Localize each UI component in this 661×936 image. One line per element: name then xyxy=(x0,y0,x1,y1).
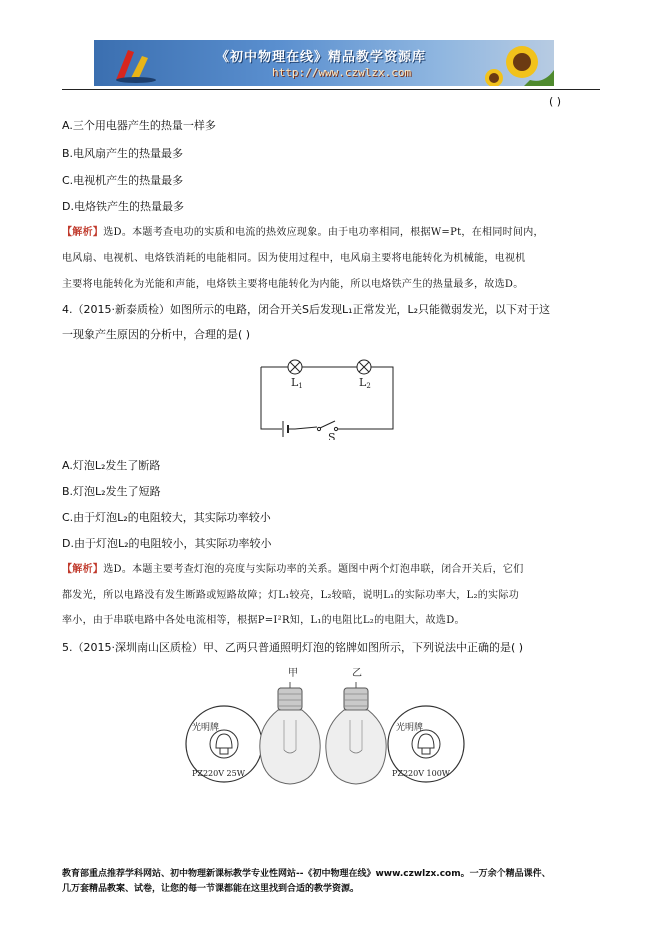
circuit-wire xyxy=(261,367,393,429)
option-c: C.电视机产生的热量最多 xyxy=(62,174,184,187)
circuit-diagram xyxy=(255,355,405,440)
question-stem: 一现象产生原因的分析中，合理的是( ) xyxy=(62,328,251,341)
analysis-tag: 【解析】 xyxy=(62,227,104,238)
lamp-l1-label: L1 xyxy=(291,376,303,390)
header-banner xyxy=(94,40,554,86)
lamp-l2-icon xyxy=(357,360,371,374)
analysis-line: 率小，由于串联电路中各处电流相等，根据P=I²R知，L₁的电阻比L₂的电阻大，故选D。 xyxy=(62,615,465,626)
analysis-line: 主要将电能转化为光能和声能，电烙铁主要将电能转化为内能，所以电烙铁产生的热量最多，故选D。 xyxy=(62,279,524,290)
option-a: A.三个用电器产生的热量一样多 xyxy=(62,119,216,132)
nameplate-rating: PZ220V 100W xyxy=(392,769,451,778)
analysis-line: 【解析】选D。本题考查电功的实质和电流的热效应现象。由于电功率相同，根据W=Pt，在相同时间内， xyxy=(62,227,544,238)
sunflower-icon xyxy=(484,40,554,86)
nameplate-brand: 光明牌 xyxy=(192,723,220,733)
switch-blade xyxy=(320,421,335,428)
analysis-line: 【解析】选D。本题主要考查灯泡的亮度与实际功率的关系。题图中两个灯泡串联，闭合开关后，它们 xyxy=(62,564,524,575)
answer-bracket: ( ) xyxy=(549,95,562,108)
bulb-jia-icon xyxy=(260,682,320,784)
analysis-tag: 【解析】 xyxy=(62,564,104,575)
nameplate-right xyxy=(388,706,464,782)
bulb-yi-label: 乙 xyxy=(352,668,362,679)
nameplate-brand: 光明牌 xyxy=(396,723,424,733)
footer-line: 教育部重点推荐学科网站、初中物理新课标教学专业性网站--《初中物理在线》www.czwlzx.com。一万余个精品课件、 xyxy=(62,869,551,879)
switch-label: S xyxy=(328,431,336,440)
option-c: C.由于灯泡L₂的电阻较大，其实际功率较小 xyxy=(62,511,271,524)
option-b: B.电风扇产生的热量最多 xyxy=(62,147,184,160)
option-d: D.由于灯泡L₂的电阻较小，其实际功率较小 xyxy=(62,537,272,550)
bulb-yi-icon xyxy=(326,682,386,784)
analysis-line: 电风扇、电视机、电烙铁消耗的电能相同。因为使用过程中，电风扇主要将电能转化为机械能，电视机 xyxy=(62,253,526,264)
analysis-line: 都发光，所以电路没有发生断路或短路故障；灯L₁较亮，L₂较暗，说明L₁的实际功率大，L₂的实际功 xyxy=(62,590,519,601)
site-logo-icon xyxy=(112,44,162,84)
lamp-l1-icon xyxy=(288,360,302,374)
nameplate-left xyxy=(186,706,262,782)
bulb-jia-label: 甲 xyxy=(288,668,298,679)
banner-url: http://www.czwlzx.com xyxy=(272,66,412,79)
footer-line: 几万套精品教案、试卷，让您的每一节课都能在这里找到合适的教学资源。 xyxy=(62,884,360,894)
question-stem: 4.（2015·新泰质检）如图所示的电路，闭合开关S后发现L₁正常发光，L₂只能微弱发光，以下对于这 xyxy=(62,303,551,316)
header-divider xyxy=(62,89,600,90)
question-stem: 5.（2015·深圳南山区质检）甲、乙两只普通照明灯泡的铭牌如图所示，下列说法中正确的是( ) xyxy=(62,641,524,654)
option-d: D.电烙铁产生的热量最多 xyxy=(62,200,184,213)
option-a: A.灯泡L₂发生了断路 xyxy=(62,459,161,472)
bulb-nameplates-figure xyxy=(180,664,470,794)
nameplate-rating: PZ220V 25W xyxy=(192,769,245,778)
banner-title: 《初中物理在线》精品教学资源库 xyxy=(216,50,427,65)
lamp-l2-label: L2 xyxy=(359,376,371,390)
option-b: B.灯泡L₂发生了短路 xyxy=(62,485,161,498)
